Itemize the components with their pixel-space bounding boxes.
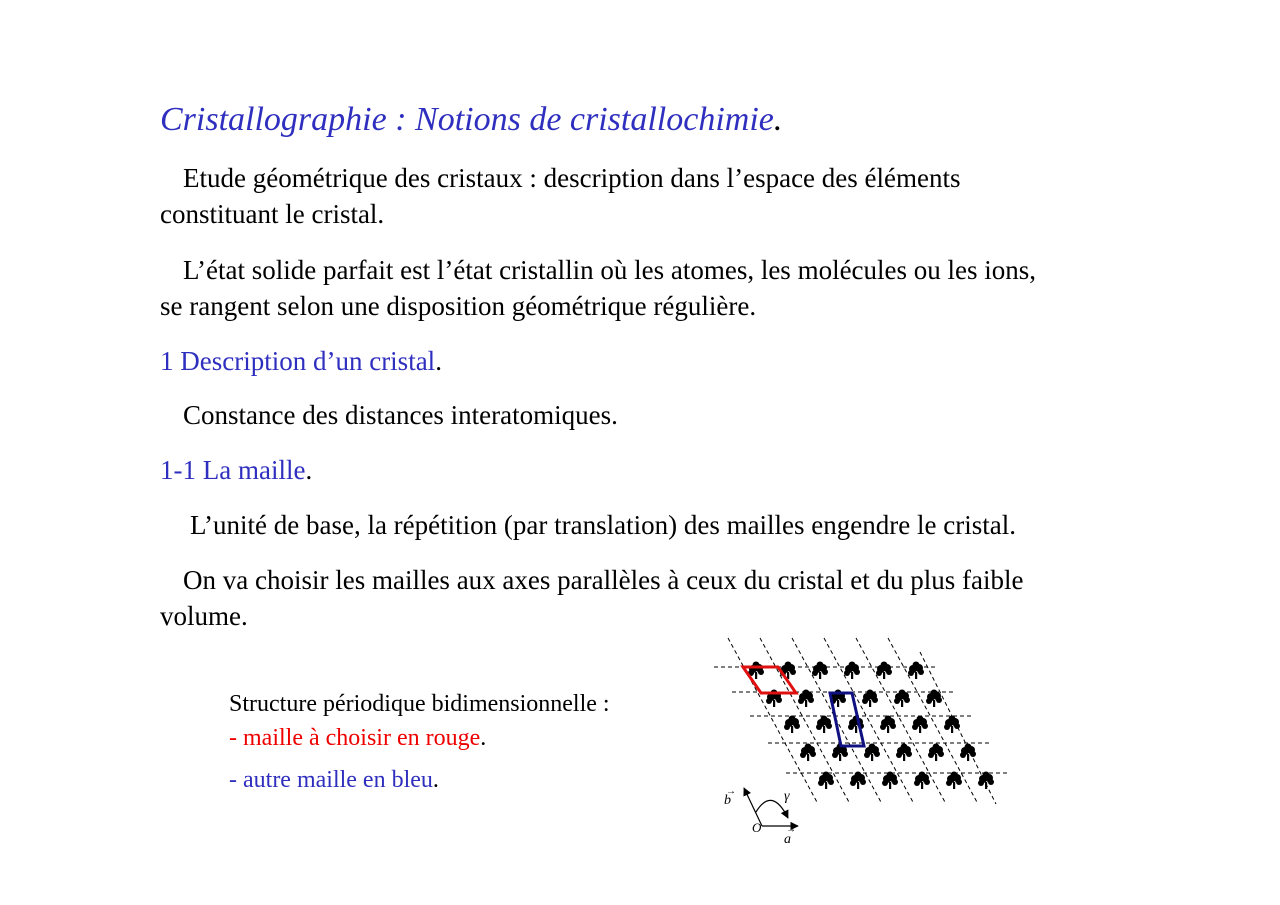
caption-red-text: - maille à choisir en rouge (229, 725, 481, 751)
section-heading-1 (160, 346, 442, 376)
axis-label-b: b (724, 793, 731, 808)
caption-line-1: Structure périodique bidimensionnelle : (229, 691, 610, 717)
caption-line-3 (229, 766, 439, 794)
angle-gamma-label: γ (784, 789, 790, 804)
axis-label-a: a (784, 832, 791, 847)
caption-line-2 (229, 724, 486, 752)
choix-line-1: On va choisir les mailles aux axes parallèles à ceux du cristal et du plus faible (183, 565, 1024, 595)
solid-line-1: L’état solide parfait est l’état cristallin où les atomes, les molécules ou les ions, (183, 255, 1037, 285)
section-heading-1-1-dot: . (305, 455, 313, 485)
section-heading-1-1-text: 1-1 La maille (160, 455, 306, 485)
origin-label: O (752, 820, 762, 835)
caption-red-dot: . (480, 725, 487, 751)
arrow-over-b-icon: → (726, 786, 736, 797)
section-heading-1-1 (160, 455, 312, 485)
unite-text: L’unité de base, la répétition (par translation) des mailles engendre le cristal. (190, 510, 1016, 540)
lattice-figure (712, 636, 1012, 848)
caption-blue-text: - autre maille en bleu (229, 767, 433, 793)
section-heading-1-dot: . (435, 346, 442, 376)
constance-text: Constance des distances interatomiques. (183, 400, 618, 430)
intro-line-1: Etude géométrique des cristaux : description dans l’espace des éléments (183, 163, 961, 193)
page-title (160, 101, 782, 139)
choix-line-2: volume. (160, 601, 248, 631)
title-text: Cristallographie : Notions de cristallochimie (160, 101, 774, 138)
solid-line-2: se rangent selon une disposition géométrique régulière. (160, 291, 757, 321)
intro-line-2: constituant le cristal. (160, 199, 385, 229)
caption-blue-dot: . (432, 767, 439, 793)
arrow-over-a-icon: → (786, 824, 796, 835)
title-dot: . (773, 101, 783, 138)
section-heading-1-text: 1 Description d’un cristal (160, 346, 436, 376)
